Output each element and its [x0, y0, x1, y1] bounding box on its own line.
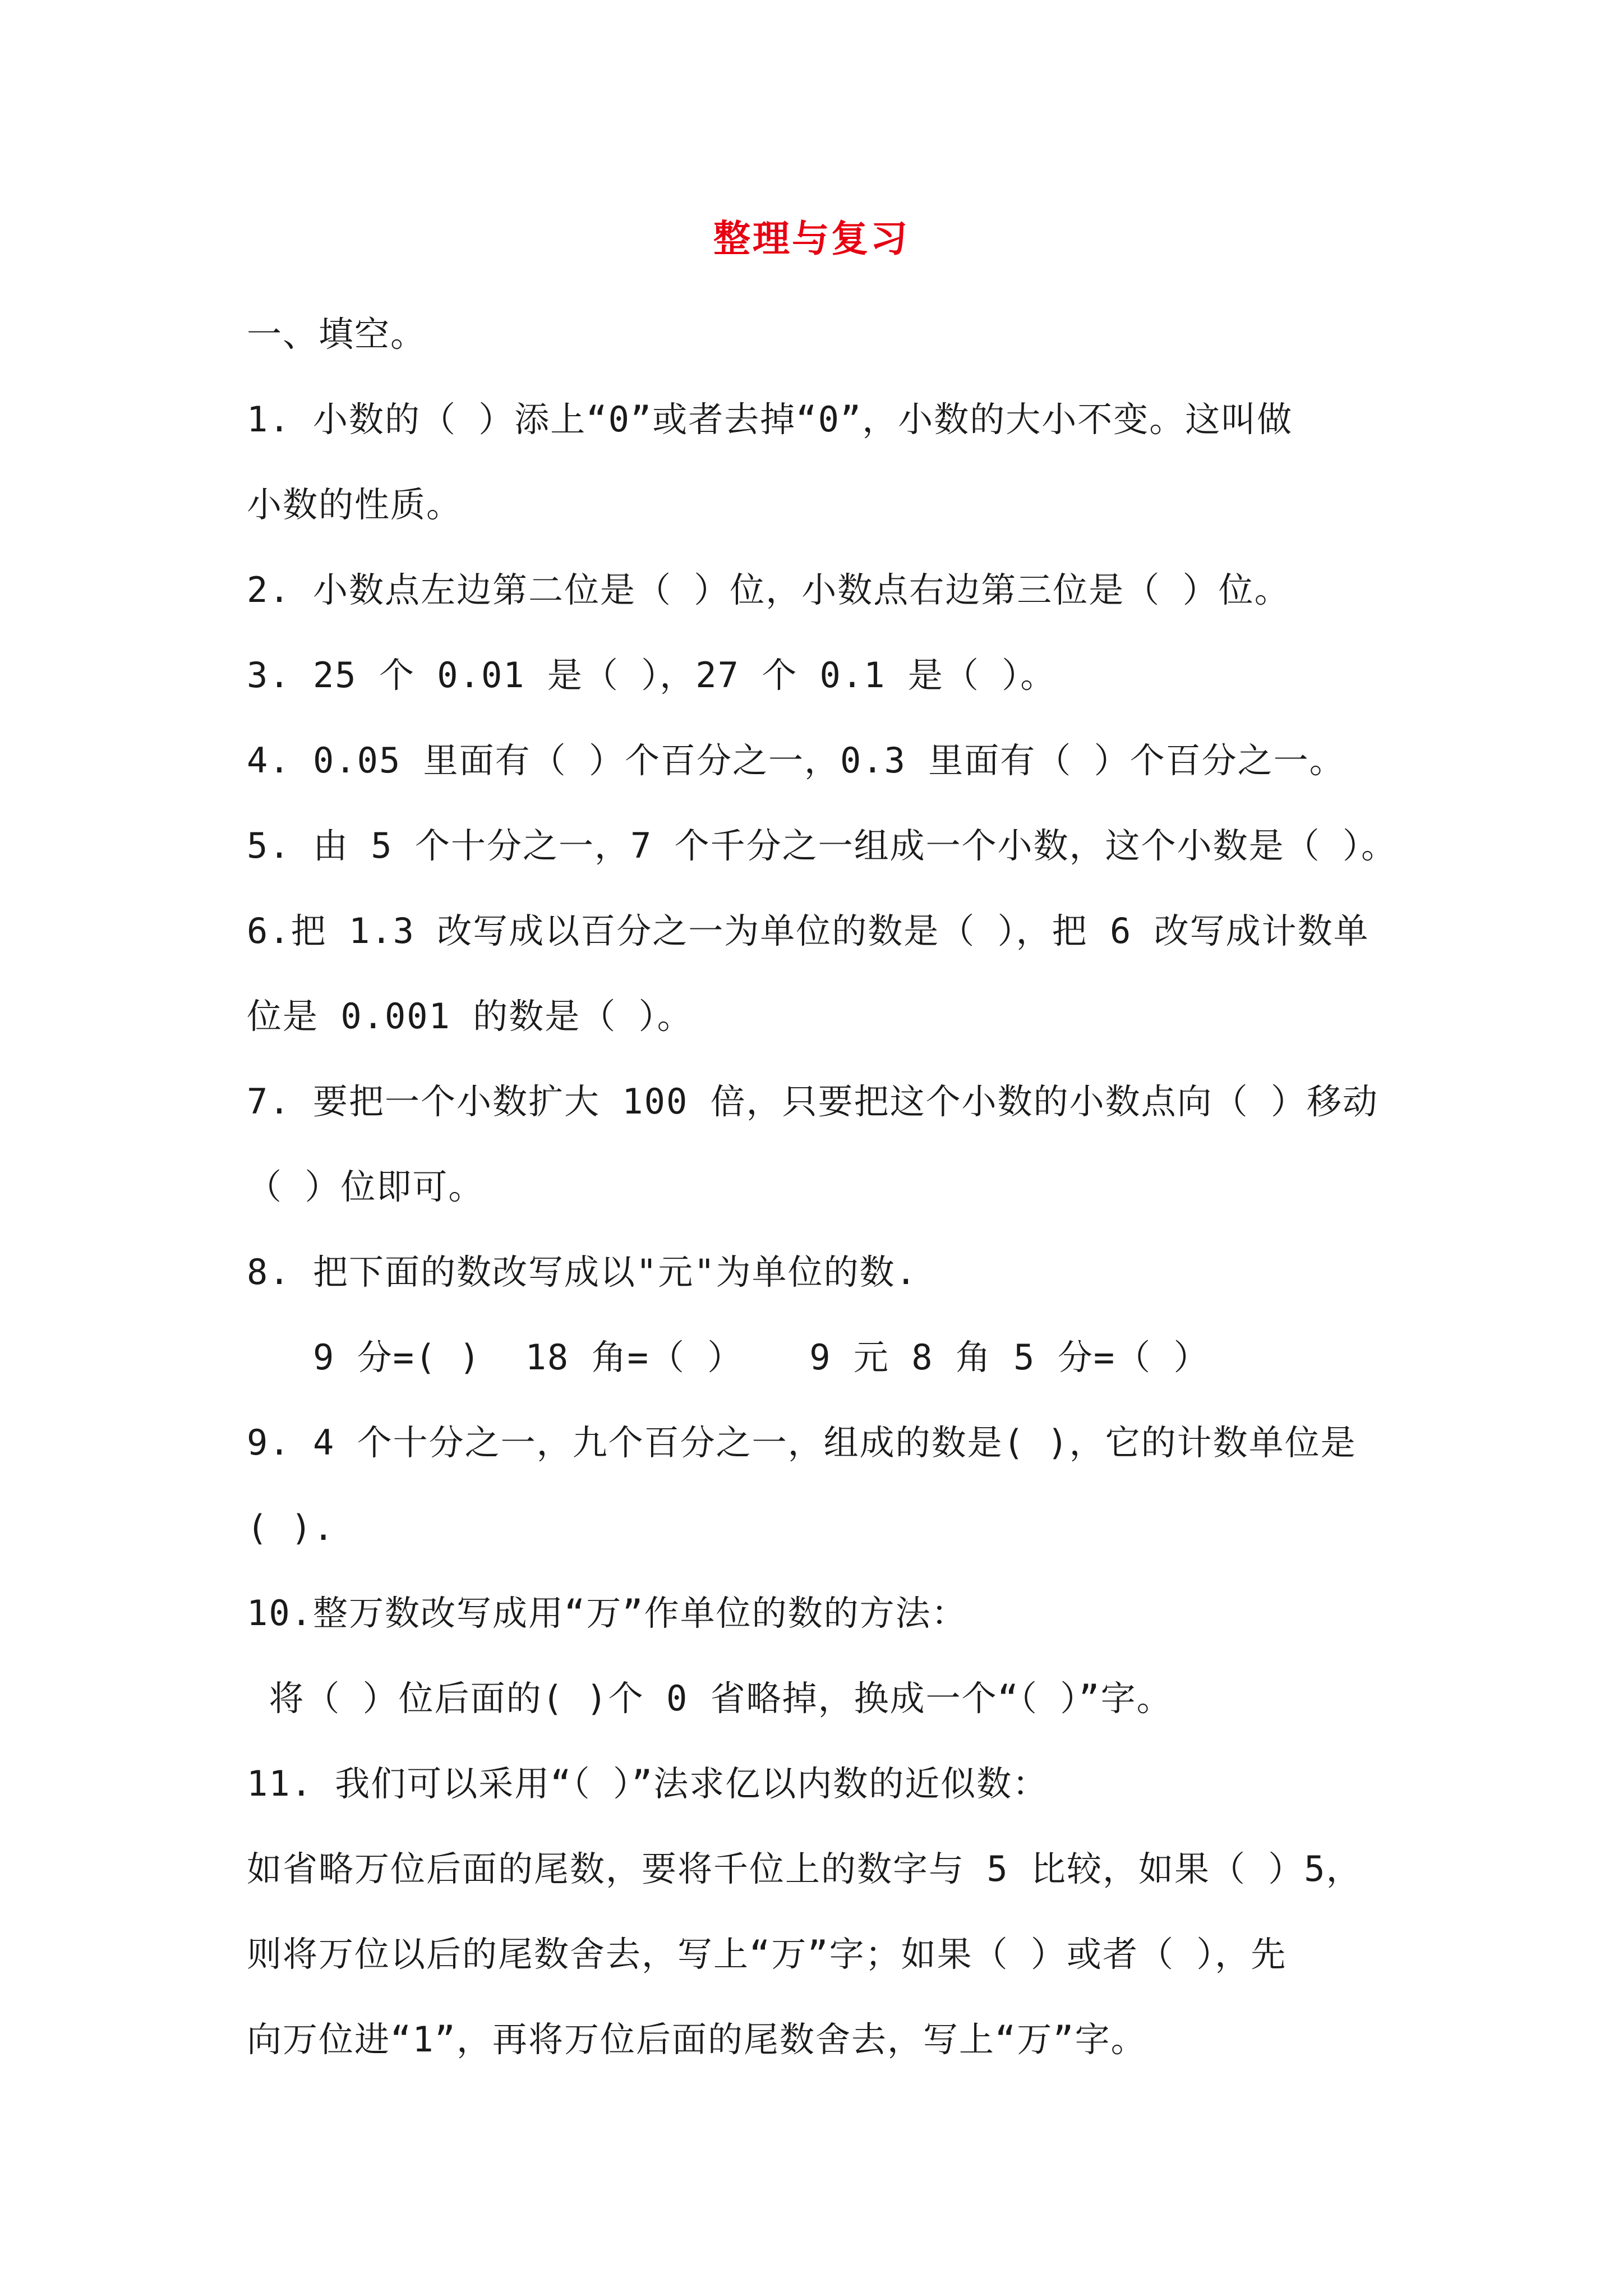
document-body	[247, 292, 1436, 2082]
question-11-line-3: 则将万位以后的尾数舍去，写上“万”字；如果（ ）或者（ ），先	[247, 1934, 1287, 1975]
question-8-items: 9 分=( ) 18 角=（ ） 9 元 8 角 5 分=（ ）	[247, 1337, 1210, 1378]
question-11: 11. 我们可以采用“（ ）”法求亿以内数的近似数：	[247, 1763, 1049, 1804]
question-1-line-1: 1. 小数的（ ）添上“0”或者去掉“0”，小数的大小不变。这叫做	[247, 399, 1293, 440]
question-11-line-2: 如省略万位后面的尾数，要将千位上的数字与 5 比较，如果（ ）5，	[247, 1848, 1362, 1889]
question-6-line-1: 6.把 1.3 改写成以百分之一为单位的数是（ ），把 6 改写成计数单	[247, 910, 1370, 951]
question-7-line-2: （ ）位即可。	[247, 1166, 485, 1207]
question-10: 10.整万数改写成用“万”作单位的数的方法：	[247, 1593, 967, 1634]
question-3: 3. 25 个 0.01 是（ ），27 个 0.1 是（ ）。	[247, 655, 1057, 696]
question-7-line-1: 7. 要把一个小数扩大 100 倍，只要把这个小数的小数点向（ ）移动	[247, 1081, 1378, 1122]
question-9-line-1: 9. 4 个十分之一，九个百分之一，组成的数是( )，它的计数单位是	[247, 1422, 1357, 1463]
question-1-line-2: 小数的性质。	[247, 484, 463, 525]
question-11-line-4: 向万位进“1”，再将万位后面的尾数舍去，写上“万”字。	[247, 2019, 1147, 2060]
question-2: 2. 小数点左边第二位是（ ）位，小数点右边第三位是（ ）位。	[247, 569, 1290, 610]
question-8: 8. 把下面的数改写成以"元"为单位的数.	[247, 1251, 917, 1292]
document-title: 整理与复习	[713, 217, 910, 260]
section-heading: 一、填空。	[247, 314, 427, 355]
question-5: 5. 由 5 个十分之一，7 个千分之一组成一个小数，这个小数是（ ）。	[247, 825, 1397, 866]
question-10-detail: 将（ ）位后面的( )个 0 省略掉，换成一个“（ ）”字。	[247, 1678, 1173, 1719]
question-6-line-2: 位是 0.001 的数是（ ）。	[247, 996, 693, 1037]
question-9-line-2: ( ).	[247, 1507, 335, 1548]
question-4: 4. 0.05 里面有（ ）个百分之一，0.3 里面有（ ）个百分之一。	[247, 740, 1345, 781]
